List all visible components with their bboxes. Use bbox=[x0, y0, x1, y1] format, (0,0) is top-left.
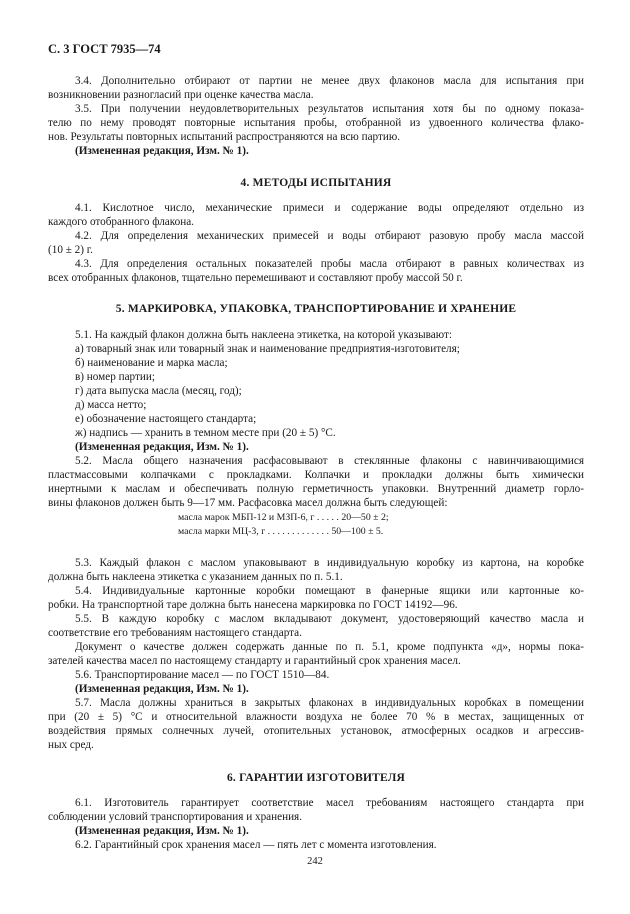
list-item: е) обозначение настоящего стандарта; bbox=[75, 413, 257, 425]
paragraph-3-5-line: телю по нему проводят повторные испытания пробы, отобранной из удвоенного количества флако- bbox=[48, 117, 584, 129]
paragraph-5-2-line: пластмассовыми колпачками с прокладками. Колпачки и прокладки должны быть химически bbox=[48, 469, 584, 481]
section-5-heading: 5. МАРКИРОВКА, УПАКОВКА, ТРАНСПОРТИРОВАНИЕ И ХРАНЕНИЕ bbox=[115, 303, 517, 315]
paragraph-4-1-line: 4.1. Кислотное число, механические примеси и содержание воды определяют отдельно из bbox=[75, 202, 584, 214]
list-item: в) номер партии; bbox=[75, 371, 155, 383]
page-header: С. 3 ГОСТ 7935—74 bbox=[48, 42, 161, 56]
paragraph-5-6: 5.6. Транспортирование масел — по ГОСТ 1510—84. bbox=[75, 669, 330, 681]
paragraph-6-1-line: соблюдении условий транспортирования и хранения. bbox=[48, 811, 303, 823]
amendment-note: (Измененная редакция, Изм. № 1). bbox=[75, 145, 249, 157]
section-6-heading: 6. ГАРАНТИИ ИЗГОТОВИТЕЛЯ bbox=[226, 772, 406, 784]
page-number: 242 bbox=[307, 856, 323, 867]
paragraph-5-2-line: вины флаконов должен быть 9—17 мм. Расфасовка масел должна быть следующей: bbox=[48, 497, 448, 509]
paragraph-6-2: 6.2. Гарантийный срок хранения масел — пять лет с момента изготовления. bbox=[75, 839, 437, 851]
paragraph-5-4-line: 5.4. Индивидуальные картонные коробки помещают в фанерные ящики или картонные ко- bbox=[75, 585, 584, 597]
paragraph-5-3-line: 5.3. Каждый флакон с маслом упаковывают в индивидуальную коробку из картона, на коробке bbox=[75, 557, 584, 569]
paragraph-5-7-line: ных сред. bbox=[48, 739, 94, 751]
paragraph-3-4-line: 3.4. Дополнительно отбирают от партии не менее двух флаконов масла для испытания при bbox=[75, 75, 584, 87]
list-item: б) наименование и марка масла; bbox=[75, 357, 228, 369]
paragraph-5-7-line: при (20 ± 5) °С и относительной влажности воздуха не более 70 % в местах, защищенных от bbox=[48, 711, 584, 723]
amendment-note: (Измененная редакция, Изм. № 1). bbox=[75, 683, 249, 695]
list-item: а) товарный знак или товарный знак и наименование предприятия-изготовителя; bbox=[75, 343, 460, 355]
paragraph-5-2-line: инертными к маслам и обеспечивать полную герметичность упаковки. Внутренний диаметр горло- bbox=[48, 483, 584, 495]
paragraph-4-2-line: (10 ± 2) г. bbox=[48, 244, 93, 256]
paragraph-3-4-line: возникновении разногласий при оценке качества масла. bbox=[48, 89, 314, 101]
paragraph-4-2-line: 4.2. Для определения механических примесей и воды отбирают разовую пробу масла массой bbox=[75, 230, 584, 242]
section-4-heading: 4. МЕТОДЫ ИСПЫТАНИЯ bbox=[240, 177, 392, 189]
paragraph-3-5-line: 3.5. При получении неудовлетворительных результатов испытания хотя бы по одному показа- bbox=[75, 103, 584, 115]
paragraph-5-7-line: 5.7. Масла должны храниться в закрытых флаконах в индивидуальных коробках в помещении bbox=[75, 697, 584, 709]
paragraph-4-1-line: каждого отобранного флакона. bbox=[48, 216, 194, 228]
paragraph-4-3-line: всех отобранных флаконов, тщательно перемешивают и составляют пробу массой 50 г. bbox=[48, 272, 463, 284]
paragraph-4-3-line: 4.3. Для определения остальных показателей пробы масла отбирают в равных количествах из bbox=[75, 258, 584, 270]
paragraph-5-7-line: воздействия прямых солнечных лучей, отопительных установок, атмосферных осадков и агрессив- bbox=[48, 725, 584, 737]
paragraph-5-5-doc-line: Документ о качестве должен содержать данные по п. 5.1, кроме подпункта «д», нормы пока- bbox=[75, 641, 584, 653]
list-item: д) масса нетто; bbox=[75, 399, 147, 411]
paragraph-5-5-line: соответствие его требованиям настоящего стандарта. bbox=[48, 627, 302, 639]
paragraph-5-4-line: робки. На транспортной таре должна быть нанесена маркировка по ГОСТ 14192—96. bbox=[48, 599, 458, 611]
list-item: г) дата выпуска масла (месяц, год); bbox=[75, 385, 242, 397]
amendment-note: (Измененная редакция, Изм. № 1). bbox=[75, 441, 249, 453]
paragraph-5-3-line: должна быть наклеена этикетка с указанием данных по п. 5.1. bbox=[48, 571, 343, 583]
paragraph-5-2-line: 5.2. Масла общего назначения расфасовывают в стеклянные флаконы с навинчивающимися bbox=[75, 455, 584, 467]
list-item: ж) надпись — хранить в темном месте при (20 ± 5) °С. bbox=[75, 427, 336, 439]
packing-spec-line: масла марки МЦ-3, г . . . . . . . . . . . . . 50—100 ± 5. bbox=[178, 526, 384, 537]
paragraph-3-5-line: нов. Результаты повторных испытаний распространяются на всю партию. bbox=[48, 131, 401, 143]
paragraph-5-5-line: 5.5. В каждую коробку с маслом вкладывают документ, удостоверяющий качество масла и bbox=[75, 613, 584, 625]
paragraph-5-5-doc-line: зателей качества масел по настоящему стандарту и гарантийный срок хранения масел. bbox=[48, 655, 461, 667]
packing-spec-line: масла марок МБП-12 и МЗП-6, г . . . . . 20—50 ± 2; bbox=[178, 512, 389, 523]
paragraph-6-1-line: 6.1. Изготовитель гарантирует соответствие масел требованиям настоящего стандарта при bbox=[75, 797, 584, 809]
amendment-note: (Измененная редакция, Изм. № 1). bbox=[75, 825, 249, 837]
paragraph-5-1-intro: 5.1. На каждый флакон должна быть наклеена этикетка, на которой указывают: bbox=[75, 329, 452, 341]
